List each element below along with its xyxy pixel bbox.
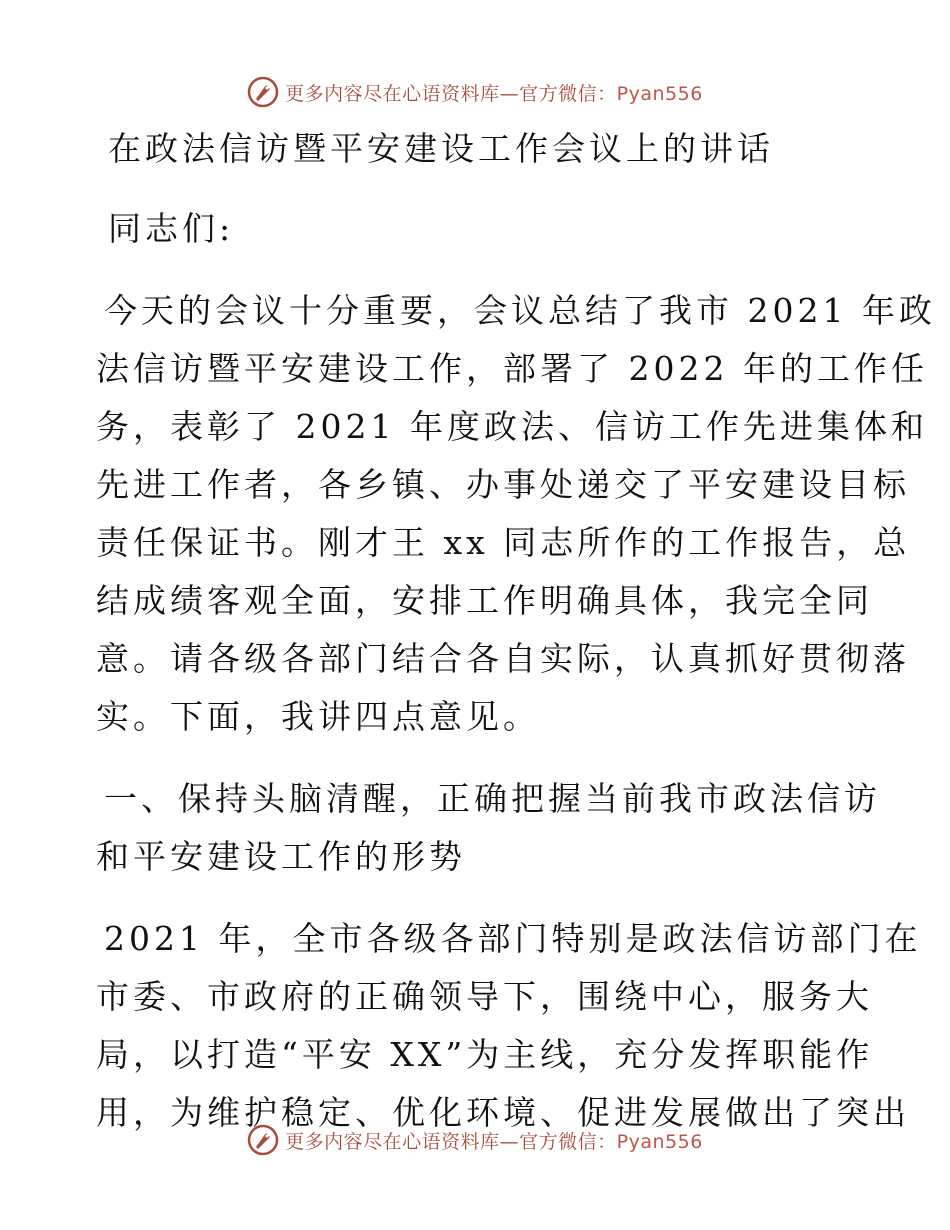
section-heading-1 xyxy=(96,770,881,886)
paragraph-line: 实。下面，我讲四点意见。 xyxy=(96,697,540,736)
paragraph-line: 2021 年，全市各级各部门特别是政法信访部门在 xyxy=(104,919,922,958)
watermark-wechat-id: Pyan556 xyxy=(616,82,703,105)
document-title: 在政法信访暨平安建设工作会议上的讲话 xyxy=(108,129,774,168)
watermark-text: 更多内容尽在心语资料库—官方微信：Pyan556 xyxy=(285,1130,703,1153)
paragraph-line: 今天的会议十分重要，会议总结了我市 2021 年政 xyxy=(104,291,936,330)
paragraph-line: 市委、市政府的正确领导下，围绕中心，服务大 xyxy=(96,977,873,1016)
watermark-banner-bottom xyxy=(0,1120,950,1160)
watermark-text: 更多内容尽在心语资料库—官方微信：Pyan556 xyxy=(285,82,703,105)
watermark-wechat-id: Pyan556 xyxy=(616,1130,703,1153)
heading-line: 一、保持头脑清醒，正确把握当前我市政法信访 xyxy=(104,779,881,818)
pen-nib-logo-icon xyxy=(247,76,279,108)
paragraph-1 xyxy=(96,282,936,746)
paragraph-line: 用，为维护稳定、优化环境、促进发展做出了突出 xyxy=(96,1093,910,1132)
paragraph-line: 结成绩客观全面，安排工作明确具体，我完全同 xyxy=(96,581,873,620)
paragraph-line: 法信访暨平安建设工作，部署了 2022 年的工作任 xyxy=(96,349,928,388)
paragraph-line: 局，以打造“平安 XX”为主线，充分发挥职能作 xyxy=(96,1035,874,1074)
watermark-banner-top xyxy=(0,72,950,112)
heading-line: 和平安建设工作的形势 xyxy=(96,837,466,876)
document-page xyxy=(96,118,936,1142)
pen-nib-logo-icon xyxy=(247,1124,279,1156)
paragraph-line: 责任保证书。刚才王 xx 同志所作的工作报告，总 xyxy=(96,523,911,562)
paragraph-line: 意。请各级各部门结合各自实际，认真抓好贯彻落 xyxy=(96,639,910,678)
salutation: 同志们: xyxy=(108,209,235,248)
paragraph-line: 先进工作者，各乡镇、办事处递交了平安建设目标 xyxy=(96,465,910,504)
paragraph-2 xyxy=(96,910,922,1142)
paragraph-line: 务，表彰了 2021 年度政法、信访工作先进集体和 xyxy=(96,407,928,446)
